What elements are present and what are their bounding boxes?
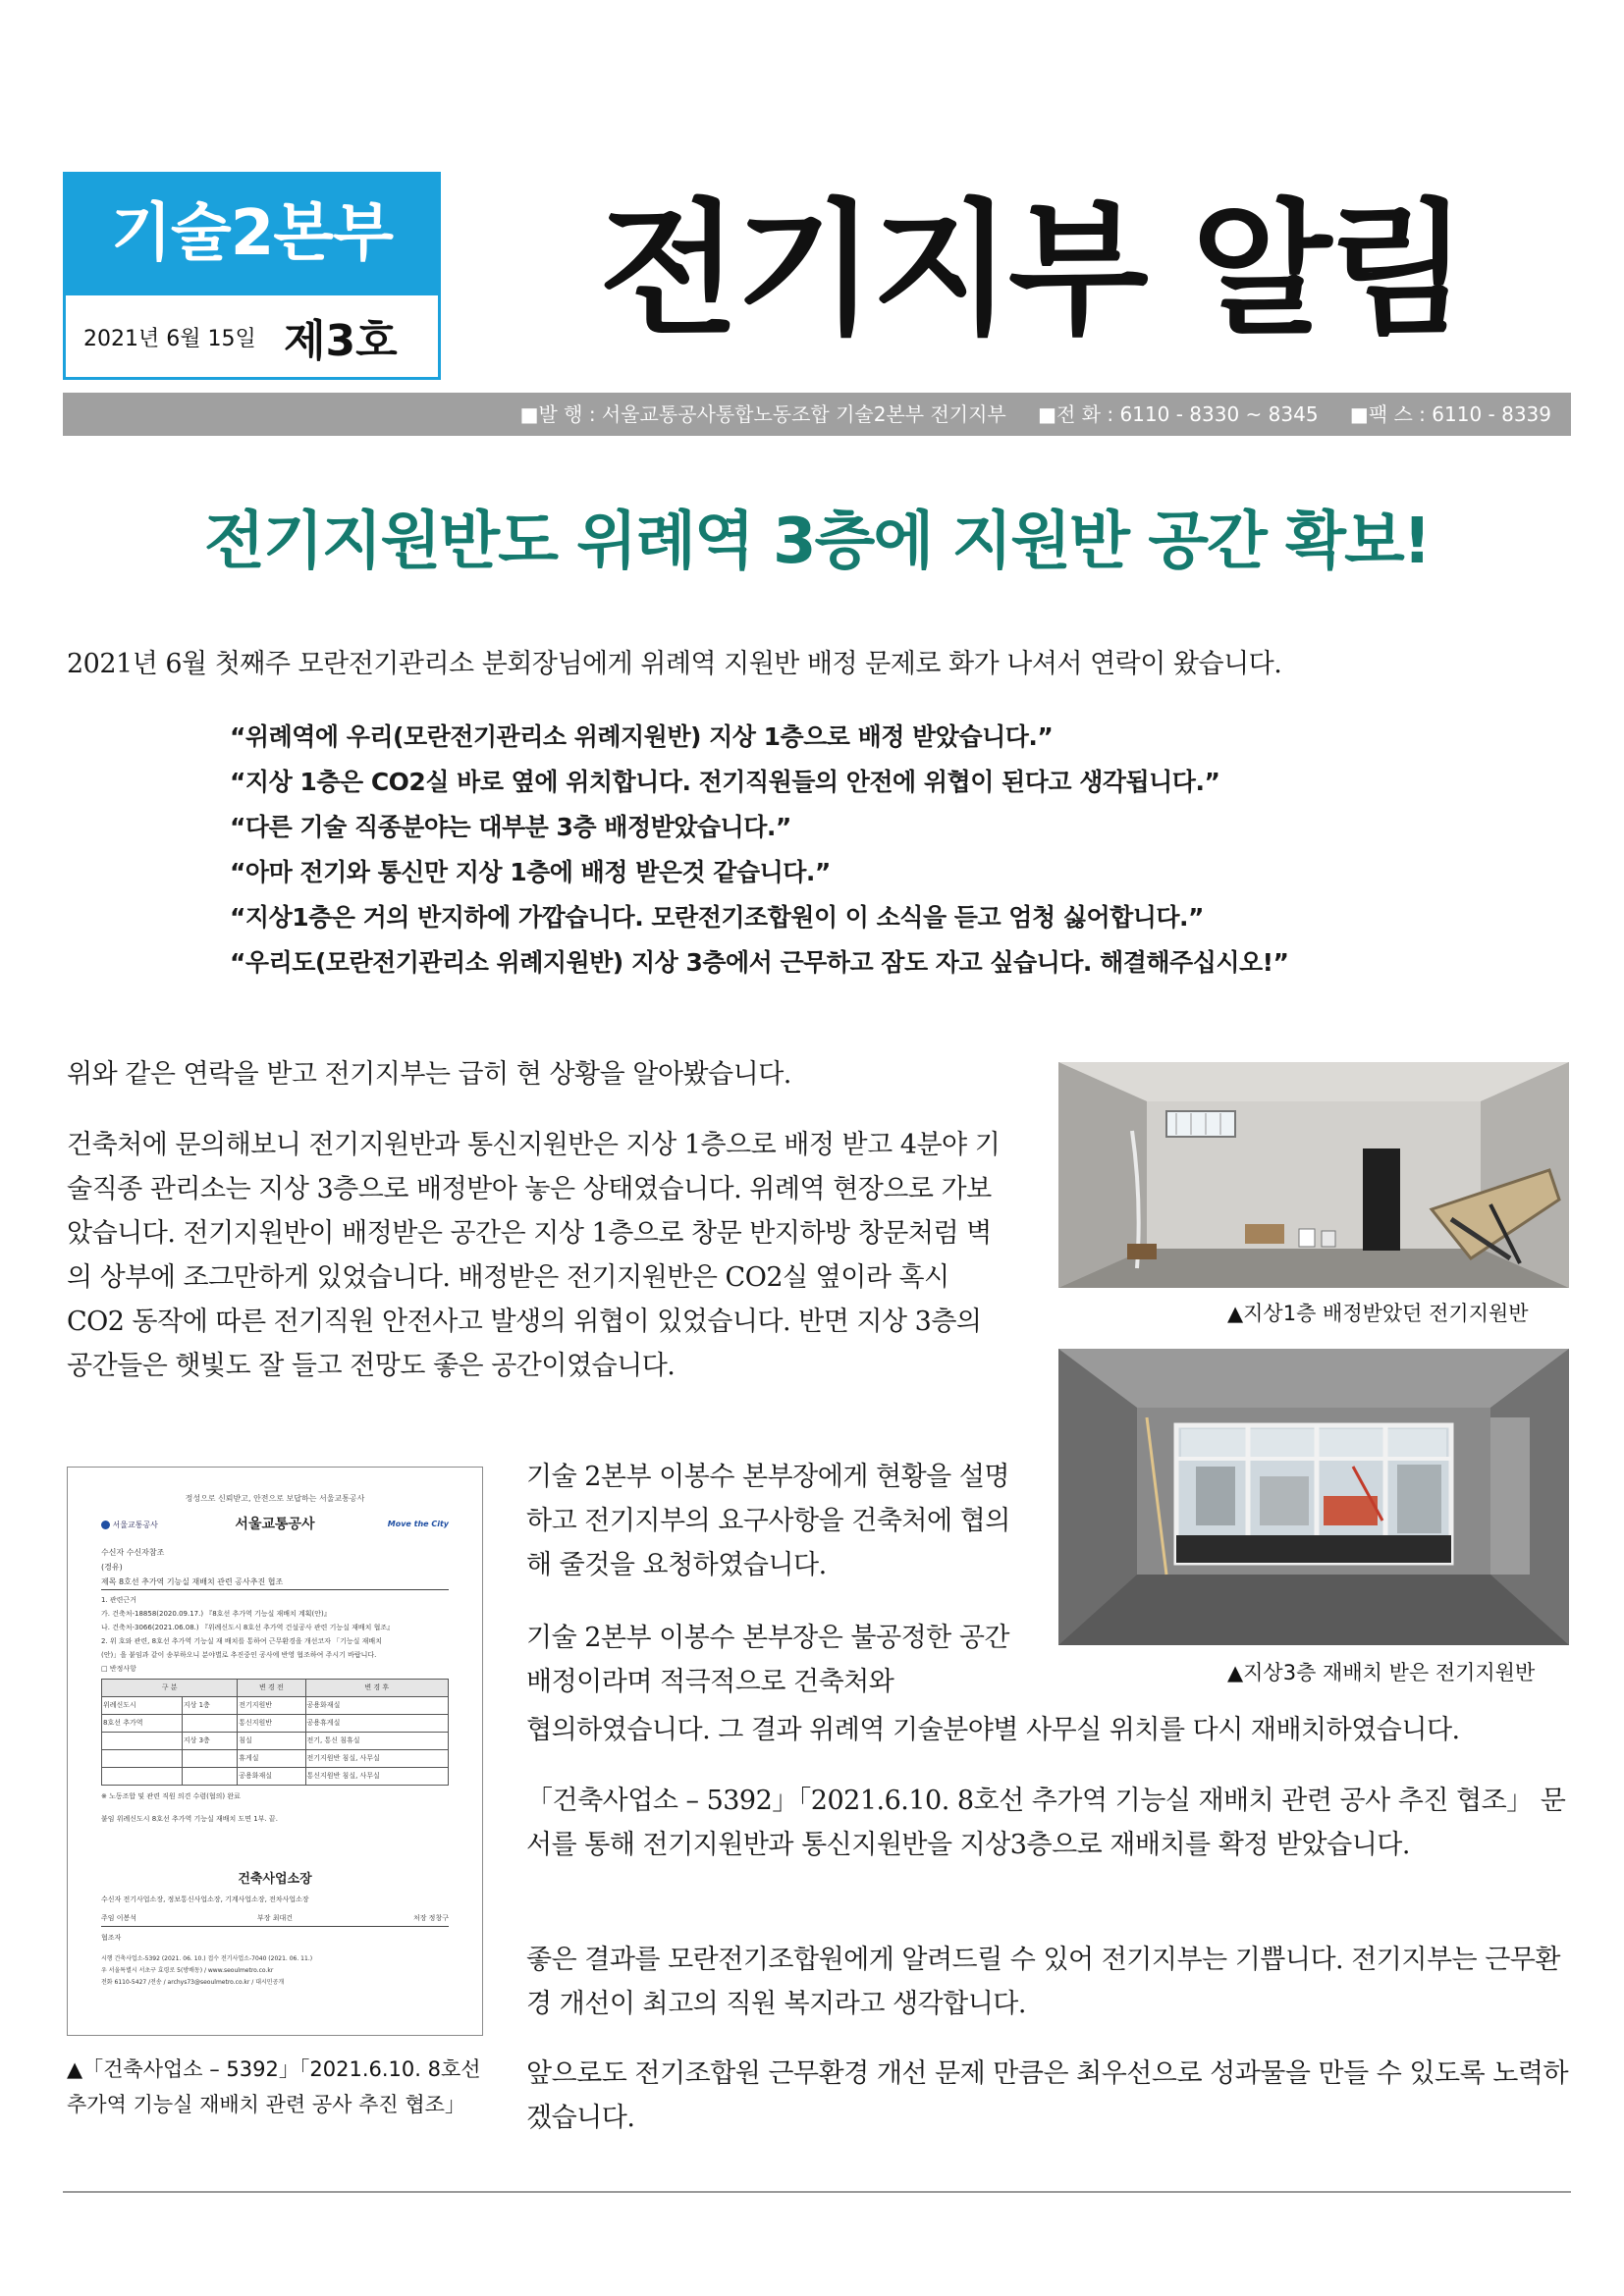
document-body-line: 가. 건축처-18858(2020.09.17.) 『8호선 추가역 기능실 재배치 계획(안)』 [101,1610,331,1618]
document-note: ※ 노동조합 및 관련 직원 의견 수렴(협의) 완료 [101,1792,241,1800]
body-paragraph: 기술 2본부 이봉수 본부장은 불공정한 공간 배정이라며 적극적으로 건축처와 [526,1623,1009,1697]
document-caption: ▲「건축사업소 – 5392」「2021.6.10. 8호선 추가역 기능실 재배치 관련 공사 추진 협조」 [67,2057,481,2116]
document-table-cell: 공용휴게실 [305,1715,448,1733]
document-slogan: Move the City [387,1520,449,1528]
bottom-divider [63,2191,1571,2193]
photo-caption: ▲지상3층 재배치 받은 전기지원반 [1227,1661,1536,1684]
document-table-cell [102,1733,183,1750]
document-body-line: 1. 관련근거 [101,1596,136,1604]
ground-floor-room-photo [1058,1062,1569,1288]
quote-item: “아마 전기와 통신만 지상 1층에 배정 받은것 같습니다.” [230,858,831,886]
quote-item: “지상 1층은 CO2실 바로 옆에 위치합니다. 전기직원들의 안전에 위협이 된다고 생각됩니다.” [230,768,1220,796]
document-cooperation: 협조자 [101,1934,122,1942]
document-table-cell [182,1715,237,1733]
body-paragraph: 좋은 결과를 모란전기조합원에게 알려드릴 수 있어 전기지부는 기쁩니다. 전기지부는 근무환경 개선이 최고의 직원 복지라고 생각합니다. [526,1945,1560,2019]
quote-item: “다른 기술 직종분야는 대부분 3층 배정받았습니다.” [230,813,791,841]
document-table [101,1679,449,1786]
body-paragraph: 앞으로도 전기조합원 근무환경 개선 문제 만큼은 최우선으로 성과물을 만들 수 있도록 노력하겠습니다. [526,2058,1569,2133]
document-number: 시행 건축사업소-5392 (2021. 06. 10.) 접수 전기사업소-7040 (2021. 06. 11.) [101,1955,313,1962]
document-motto: 정성으로 신뢰받고, 안전으로 보답하는 서울교통공사 [185,1494,365,1503]
fax-info: ■팩 스 : 6110 - 8339 [1349,402,1551,426]
document-table-header: 구 분 [102,1680,238,1697]
document-approval: 주임 이봉석 [101,1914,137,1922]
document-body-line: □ 반정사항 [101,1665,136,1673]
department-name: 기술2본부 [66,175,438,295]
quote-item: “우리도(모란전기관리소 위례지원반) 지상 3층에서 근무하고 잠도 자고 싶습니다. 해결해주십시오!” [230,948,1289,977]
document-table-cell: 통신지원반 침실, 사무실 [305,1768,448,1786]
body-paragraph: 기술 2본부 이봉수 본부장에게 현황을 설명하고 전기지부의 요구사항을 건축처에 협의해 줄것을 요청하였습니다. [526,1462,1010,1580]
document-table-cell: 전기지원반 [238,1697,305,1715]
body-paragraph: 협의하였습니다. 그 결과 위례역 기술분야별 사무실 위치를 다시 재배치하였습니다. [526,1715,1460,1745]
document-table-cell: 지상 1층 [182,1697,237,1715]
issue-number: 제3호 [284,316,398,366]
document-table-cell: 공용화재실 [238,1768,305,1786]
issue-date: 2021년 6월 15일 [83,327,256,351]
document-logo: 서울교통공사 [101,1520,158,1530]
document-table-header: 변 경 후 [305,1680,448,1697]
intro-paragraph: 2021년 6월 첫째주 모란전기관리소 분회장님에게 위례역 지원반 배정 문제로 화가 나셔서 연락이 왔습니다. [67,649,1282,679]
document-address: 우 서울특별시 서초구 효령로 5(방배동) / www.seoulmetro.co.kr [101,1967,274,1974]
document-recipient: 수신자 수신자참조 [101,1548,165,1557]
body-paragraph: 위와 같은 연락을 받고 전기지부는 급히 현 상황을 알아봤습니다. [67,1059,791,1090]
document-table-cell: 침실 [238,1733,305,1750]
newsletter-title: 전기지부 알림 [599,186,1465,354]
third-floor-room-photo [1058,1349,1569,1645]
department-badge [63,172,441,380]
publisher-info-bar [63,393,1571,436]
phone-info: ■전 화 : 6110 - 8330 ~ 8345 [1038,402,1319,426]
document-table-cell: 지상 3층 [182,1733,237,1750]
document-table-cell: 8호선 추가역 [102,1715,183,1733]
document-approval: 처장 정창구 [412,1914,449,1922]
document-cc: 수신자 전기사업소장, 정보통신사업소장, 기계사업소장, 전차사업소장 [101,1896,309,1903]
document-table-cell: 통신지원반 [238,1715,305,1733]
article-headline: 전기지원반도 위례역 3층에 지원반 공간 확보! [204,506,1430,578]
document-table-cell: 전기, 통신 침휴실 [305,1733,448,1750]
body-paragraph: 「건축사업소 – 5392」「2021.6.10. 8호선 추가역 기능실 재배치 관련 공사 추진 협조」 문서를 통해 전기지원반과 통신지원반을 지상3층으로 재배치를 확정 받았습니다. [526,1786,1566,1860]
document-body-line: (안)」을 붙임과 같이 송부하오니 분야별로 추진중인 공사에 반영 협조하여 주시기 바랍니다. [101,1651,377,1659]
document-contact: 전화 6110-5427 /전송 / archys73@seoulmetro.co.kr / 대시민공개 [101,1979,285,1986]
document-body-line: 2. 위 호와 관련, 8호선 추가역 기능실 재 배치를 통하여 근무환경을 개선코자 「기능실 재배치 [101,1637,382,1645]
document-body-line: 나. 건축처-3066(2021.06.08.) 『위례신도시 8호선 추가역 건설공사 관련 기능실 재배치 협조』 [101,1624,395,1631]
body-paragraph: 건축처에 문의해보니 전기지원반과 통신지원반은 지상 1층으로 배정 받고 4분야 기술직종 관리소는 지상 3층으로 배정받아 놓은 상태였습니다. 위례역 현장으로 가보았습니다. 전기지원반이 배정받은 공간은 지상 1층으로 창문 반지하방 창문처럼 벽의 상부에 조그만하게 있었습니다. 배정받은 전기지원반은 CO2실 옆이라 혹시 CO2 동작에 따른 전기직원 안전사고 발생의 위협이 있었습니다. 반면 지상 3층의 공간들은 햇빛도 잘 들고 전망도 좋은 공간이였습니다. [67,1130,1001,1381]
document-signer: 건축사업소장 [238,1872,312,1887]
document-table-cell: 공용화재실 [305,1697,448,1715]
quote-list [230,715,1585,986]
document-subject: 제목 8호선 추가역 기능실 재배치 관련 공사추진 협조 [101,1575,449,1590]
document-table-cell [182,1768,237,1786]
document-approval: 부장 최대건 [256,1914,294,1922]
document-org: 서울교통공사 [235,1517,315,1532]
publisher-info: ■발 행 : 서울교통공사통합노동조합 기술2본부 전기지부 [519,402,1006,426]
official-document-scan [67,1467,483,2036]
photo-caption: ▲지상1층 배정받았던 전기지원반 [1227,1302,1529,1325]
document-table-cell: 휴게실 [238,1750,305,1768]
document-via: (경유) [101,1563,123,1572]
quote-item: “지상1층은 거의 반지하에 가깝습니다. 모란전기조합원이 이 소식을 듣고 엄청 싫어합니다.” [230,903,1204,932]
document-table-header: 변 경 전 [238,1680,305,1697]
document-table-cell [182,1750,237,1768]
document-table-cell [102,1768,183,1786]
quote-item: “위례역에 우리(모란전기관리소 위례지원반) 지상 1층으로 배정 받았습니다.” [230,722,1054,751]
document-table-cell [102,1750,183,1768]
document-table-cell: 전기지원반 침실, 사무실 [305,1750,448,1768]
document-table-cell: 위례신도시 [102,1697,183,1715]
document-attachment: 붙임 위례신도시 8호선 추가역 기능실 재배치 도면 1부. 끝. [101,1815,278,1823]
